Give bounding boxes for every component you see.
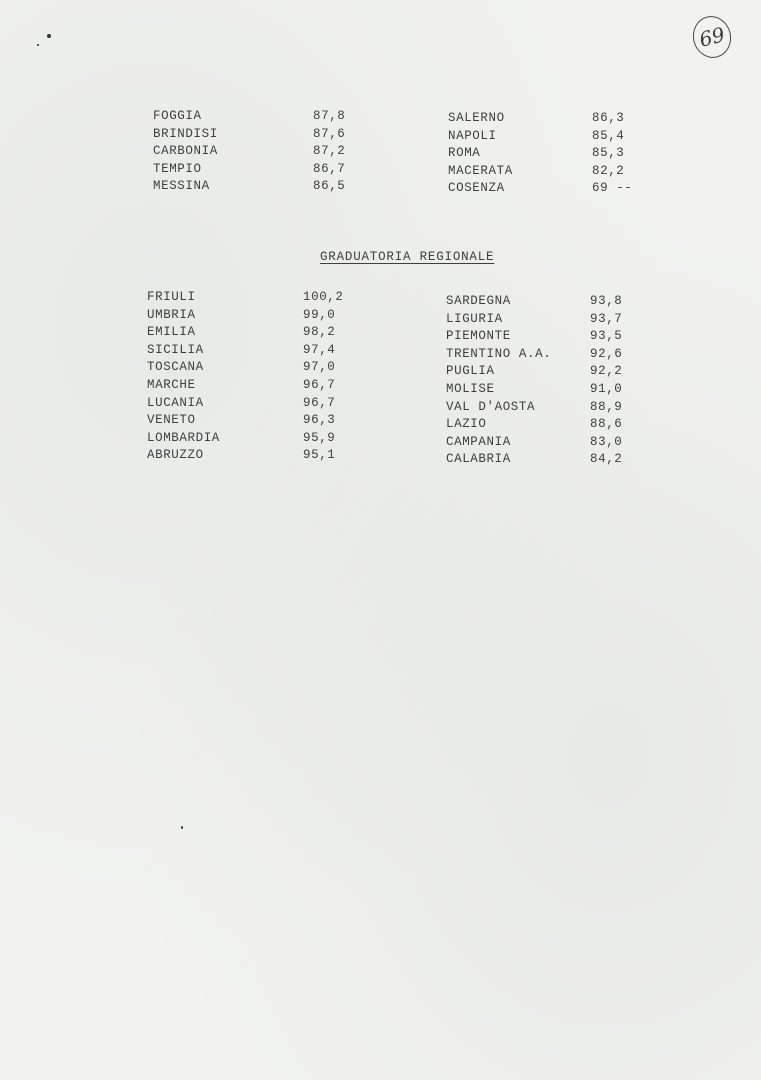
- row-label: PUGLIA: [446, 364, 495, 379]
- row-label: FRIULI: [147, 290, 196, 304]
- row-label: SALERNO: [448, 111, 505, 125]
- row-value: 85,4: [592, 128, 625, 143]
- row-value: 83,0: [590, 434, 623, 449]
- row-value: 96,3: [303, 413, 336, 428]
- row-value: 96,7: [303, 395, 336, 410]
- row-value: 87,2: [313, 144, 346, 158]
- row-value: 92,6: [590, 346, 623, 361]
- row-value: 82,2: [592, 163, 625, 178]
- row-value: 88,9: [590, 399, 623, 414]
- row-value: 93,7: [590, 311, 623, 326]
- row-value: 98,2: [303, 325, 336, 340]
- row-value: 99,0: [303, 307, 336, 322]
- row-label: MACERATA: [448, 163, 513, 178]
- row-label: CAMPANIA: [446, 434, 511, 449]
- ink-speck: [47, 34, 51, 38]
- row-label: ROMA: [448, 146, 481, 160]
- row-label: UMBRIA: [147, 307, 196, 322]
- row-value: 93,8: [590, 294, 623, 308]
- row-value: 85,3: [592, 146, 625, 160]
- row-value: 97,0: [303, 360, 336, 375]
- row-label: TRENTINO A.A.: [446, 346, 552, 361]
- row-value: 91,0: [590, 382, 623, 396]
- row-value: 86,3: [592, 111, 625, 125]
- ink-speck: [181, 826, 183, 829]
- row-value: 87,8: [313, 109, 346, 123]
- row-label: ABRUZZO: [147, 448, 204, 463]
- row-value: 100,2: [303, 290, 344, 304]
- row-label: MESSINA: [153, 179, 210, 193]
- row-label: VENETO: [147, 413, 196, 428]
- row-label: SARDEGNA: [446, 294, 511, 308]
- row-value: 84,2: [590, 452, 623, 467]
- regional-ranking-heading: GRADUATORIA REGIONALE: [320, 250, 495, 264]
- page-number: 69: [688, 12, 735, 62]
- row-label: LUCANIA: [147, 395, 204, 410]
- row-value: 97,4: [303, 342, 336, 357]
- row-value: 86,7: [313, 161, 346, 176]
- row-label: EMILIA: [147, 325, 196, 340]
- row-label: MOLISE: [446, 382, 495, 396]
- row-value: 88,6: [590, 417, 623, 432]
- row-label: LAZIO: [446, 417, 487, 432]
- row-label: CARBONIA: [153, 144, 218, 158]
- ink-speck: [37, 44, 39, 46]
- row-label: PIEMONTE: [446, 329, 511, 344]
- row-label: FOGGIA: [153, 109, 202, 123]
- row-label: BRINDISI: [153, 126, 218, 141]
- row-value: 96,7: [303, 378, 336, 392]
- row-value: 95,9: [303, 430, 336, 445]
- row-label: LOMBARDIA: [147, 430, 220, 445]
- row-label: CALABRIA: [446, 452, 511, 467]
- row-value: 93,5: [590, 329, 623, 344]
- row-value: 87,6: [313, 126, 346, 141]
- row-label: COSENZA: [448, 181, 505, 195]
- row-label: VAL D'AOSTA: [446, 399, 536, 414]
- row-label: NAPOLI: [448, 128, 497, 143]
- row-label: LIGURIA: [446, 311, 503, 326]
- row-label: SICILIA: [147, 342, 204, 357]
- row-value: 86,5: [313, 179, 346, 193]
- row-label: TEMPIO: [153, 161, 202, 176]
- row-label: MARCHE: [147, 378, 196, 392]
- row-label: TOSCANA: [147, 360, 204, 375]
- row-value: 92,2: [590, 364, 623, 379]
- row-value: 95,1: [303, 448, 336, 463]
- row-value: 69 --: [592, 181, 633, 195]
